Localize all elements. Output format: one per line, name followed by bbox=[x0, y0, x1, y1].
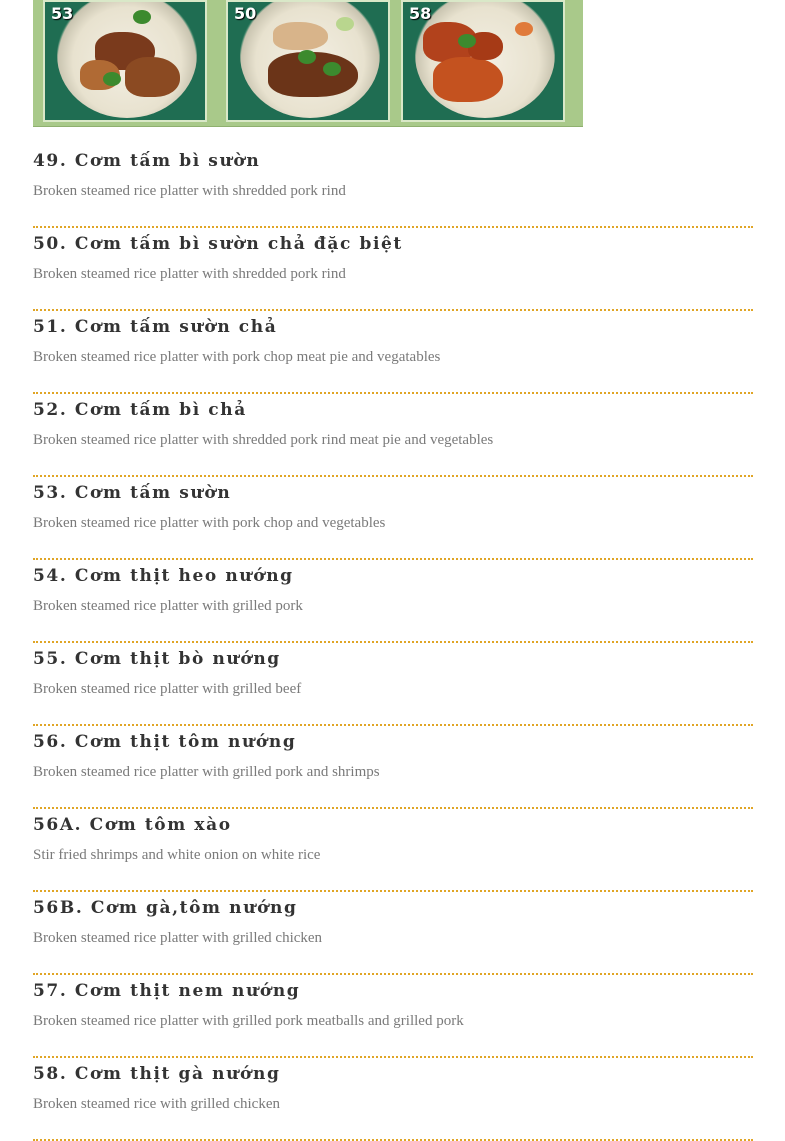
menu-item-title: 52. Cơm tấm bì chả bbox=[33, 400, 247, 420]
menu-item-description: Broken steamed rice platter with grilled beef bbox=[33, 681, 302, 697]
menu-item-title: 55. Cơm thịt bò nướng bbox=[33, 649, 281, 669]
dish-number-label: 50 bbox=[234, 4, 257, 23]
menu-item-description: Broken steamed rice platter with shredded pork rind bbox=[33, 183, 346, 199]
menu-item-description: Broken steamed rice platter with pork chop meat pie and vegatables bbox=[33, 349, 441, 365]
menu-item-description: Broken steamed rice platter with grilled pork meatballs and grilled pork bbox=[33, 1013, 464, 1029]
menu-item-description: Broken steamed rice platter with grilled pork and shrimps bbox=[33, 764, 380, 780]
dish-photo bbox=[226, 0, 390, 122]
menu-item-title: 49. Cơm tấm bì sườn bbox=[33, 151, 261, 171]
menu-item-title: 57. Cơm thịt nem nướng bbox=[33, 981, 301, 1001]
menu-item-title: 53. Cơm tấm sườn bbox=[33, 483, 232, 503]
menu-item-description: Stir fried shrimps and white onion on white rice bbox=[33, 847, 321, 863]
menu-item bbox=[33, 1058, 753, 1141]
menu-item bbox=[33, 643, 753, 726]
dish-number-label: 53 bbox=[51, 4, 74, 23]
dish-photo bbox=[401, 0, 565, 122]
menu-item-title: 56A. Cơm tôm xào bbox=[33, 815, 232, 835]
menu-item-description: Broken steamed rice platter with shredded pork rind bbox=[33, 266, 346, 282]
menu-item-description: Broken steamed rice platter with grilled chicken bbox=[33, 930, 323, 946]
menu-item bbox=[33, 228, 753, 311]
menu-item-title: 50. Cơm tấm bì sườn chả đặc biệt bbox=[33, 234, 403, 254]
menu-item bbox=[33, 726, 753, 809]
menu-item-description: Broken steamed rice platter with shredded pork rind meat pie and vegetables bbox=[33, 432, 494, 448]
menu-item-title: 56B. Cơm gà,tôm nướng bbox=[33, 898, 298, 918]
menu-item bbox=[33, 560, 753, 643]
menu-list bbox=[33, 145, 753, 1141]
dish-number-label: 58 bbox=[409, 4, 432, 23]
menu-item bbox=[33, 145, 753, 228]
dish-photo bbox=[43, 0, 207, 122]
menu-item-description: Broken steamed rice platter with grilled pork bbox=[33, 598, 303, 614]
menu-item-title: 51. Cơm tấm sườn chả bbox=[33, 317, 278, 337]
menu-item bbox=[33, 311, 753, 394]
menu-item-title: 54. Cơm thịt heo nướng bbox=[33, 566, 294, 586]
menu-item-title: 58. Cơm thịt gà nướng bbox=[33, 1064, 281, 1084]
menu-item bbox=[33, 975, 753, 1058]
menu-item bbox=[33, 394, 753, 477]
menu-item-description: Broken steamed rice with grilled chicken bbox=[33, 1096, 280, 1112]
menu-banner-image bbox=[33, 0, 583, 127]
menu-item bbox=[33, 809, 753, 892]
menu-item bbox=[33, 477, 753, 560]
menu-item-title: 56. Cơm thịt tôm nướng bbox=[33, 732, 297, 752]
menu-item-description: Broken steamed rice platter with pork chop and vegetables bbox=[33, 515, 386, 531]
menu-item bbox=[33, 892, 753, 975]
